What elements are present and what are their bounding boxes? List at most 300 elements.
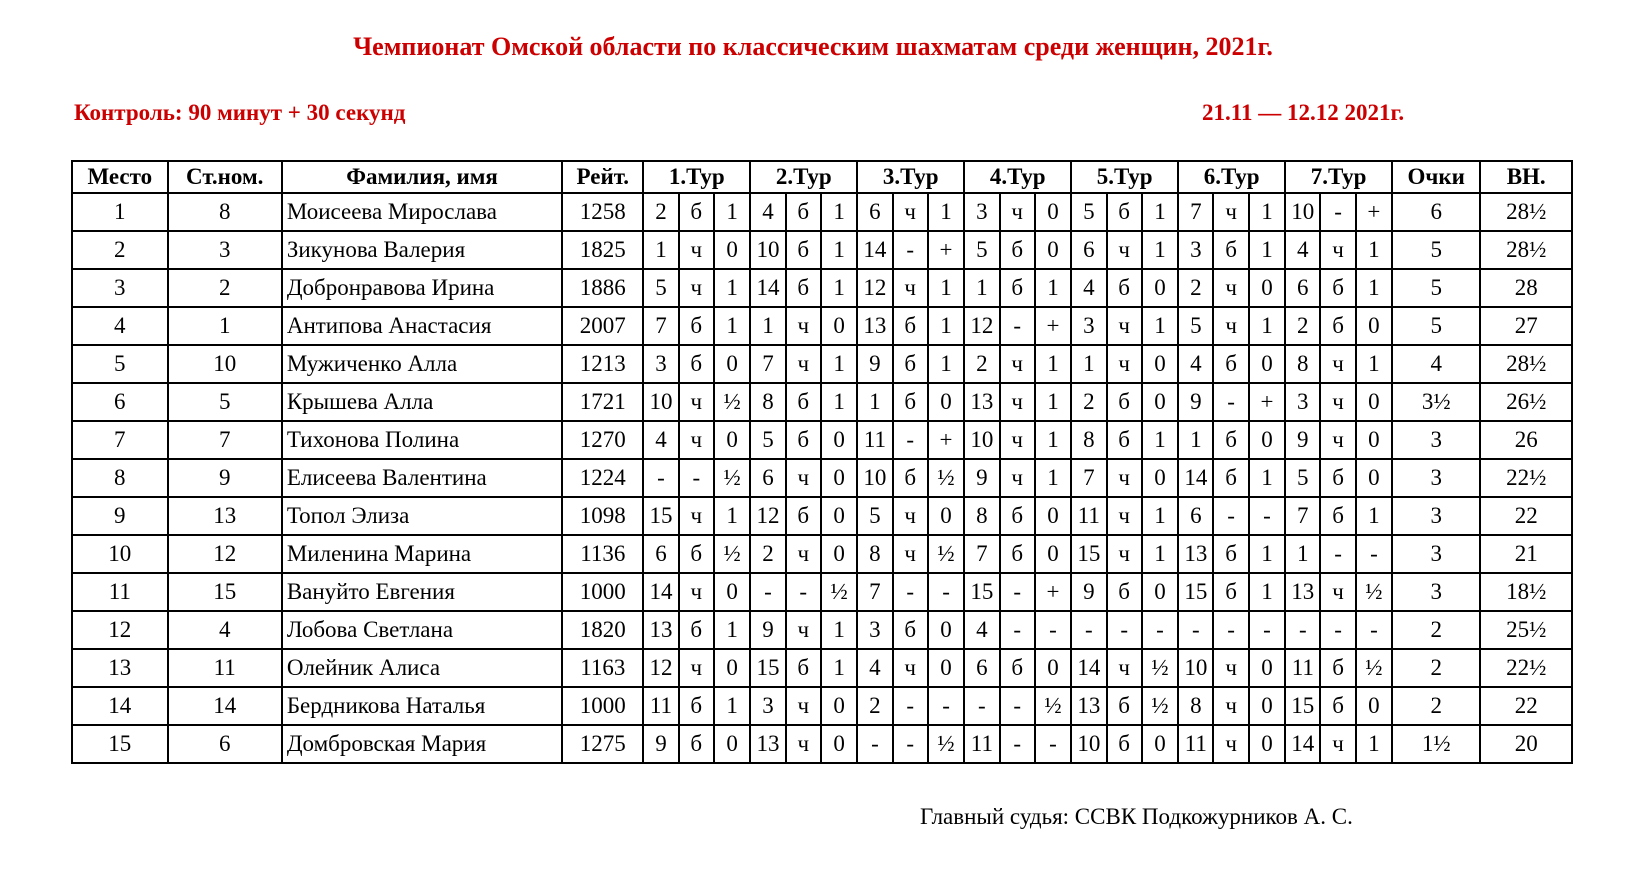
tiebreak-cell: 21 [1480,535,1572,573]
header-round-7: 7.Тур [1285,161,1392,193]
player-name-cell: Миленина Марина [282,535,562,573]
header-name: Фамилия, имя [282,161,562,193]
round-opponent-cell: 3 [1285,383,1320,421]
round-color-cell: ч [786,345,821,383]
round-opponent-cell: 11 [857,421,892,459]
points-cell: 4 [1392,345,1480,383]
round-color-cell: - [1000,687,1035,725]
round-result-cell: - [1035,611,1071,649]
place-cell: 2 [72,231,168,269]
round-result-cell: 0 [928,497,964,535]
player-name-cell: Тихонова Полина [282,421,562,459]
round-result-cell: 1 [1249,307,1285,345]
round-color-cell: ч [786,535,821,573]
round-result-cell: 1 [1035,269,1071,307]
rating-cell: 1270 [562,421,643,459]
start-number-cell: 3 [168,231,282,269]
place-cell: 14 [72,687,168,725]
round-result-cell: 0 [1249,687,1285,725]
round-result-cell: 0 [1035,193,1071,231]
round-opponent-cell: 7 [857,573,892,611]
round-opponent-cell: 2 [643,193,678,231]
place-cell: 6 [72,383,168,421]
round-color-cell: б [1213,345,1248,383]
round-opponent-cell: - [750,573,785,611]
round-result-cell: + [1035,573,1071,611]
round-color-cell: ч [1320,345,1355,383]
round-result-cell: 1 [1142,421,1178,459]
round-opponent-cell: 3 [857,611,892,649]
round-opponent-cell: 14 [643,573,678,611]
round-opponent-cell: 10 [857,459,892,497]
rating-cell: 1825 [562,231,643,269]
round-opponent-cell: 15 [750,649,785,687]
points-cell: 5 [1392,269,1480,307]
round-color-cell: ч [1000,193,1035,231]
round-result-cell: 0 [1356,421,1392,459]
round-result-cell: 0 [1035,649,1071,687]
round-opponent-cell: 4 [964,611,999,649]
header-round-1: 1.Тур [643,161,750,193]
round-opponent-cell: 10 [1071,725,1106,763]
round-result-cell: 0 [1249,345,1285,383]
round-result-cell: 1 [1356,269,1392,307]
round-result-cell: ½ [928,725,964,763]
tiebreak-cell: 20 [1480,725,1572,763]
round-color-cell: - [1000,611,1035,649]
round-color-cell: - [679,459,714,497]
round-opponent-cell: 11 [1071,497,1106,535]
start-number-cell: 1 [168,307,282,345]
round-color-cell: б [679,687,714,725]
round-color-cell: б [1213,459,1248,497]
round-color-cell: ч [1213,649,1248,687]
points-cell: 3 [1392,421,1480,459]
round-color-cell: ч [1320,421,1355,459]
header-rating: Рейт. [562,161,643,193]
round-result-cell: ½ [821,573,857,611]
header-round-6: 6.Тур [1178,161,1285,193]
tiebreak-cell: 26½ [1480,383,1572,421]
round-opponent-cell: 9 [1071,573,1106,611]
round-color-cell: ч [1107,535,1142,573]
round-result-cell: 1 [821,649,857,687]
round-color-cell: ч [1000,383,1035,421]
round-opponent-cell: 6 [964,649,999,687]
round-color-cell: ч [679,649,714,687]
round-opponent-cell: 10 [643,383,678,421]
round-color-cell: - [1000,573,1035,611]
round-color-cell: б [1107,193,1142,231]
round-color-cell: б [1320,307,1355,345]
round-result-cell: 0 [821,687,857,725]
round-result-cell: 0 [1035,231,1071,269]
round-color-cell: б [786,421,821,459]
round-opponent-cell: 15 [1178,573,1213,611]
round-result-cell: 0 [1035,497,1071,535]
round-opponent-cell: 3 [964,193,999,231]
round-opponent-cell: 12 [643,649,678,687]
round-color-cell: - [1320,535,1355,573]
round-color-cell: б [1107,687,1142,725]
start-number-cell: 9 [168,459,282,497]
round-opponent-cell: 15 [1285,687,1320,725]
round-opponent-cell: 6 [1071,231,1106,269]
round-color-cell: ч [1000,421,1035,459]
round-color-cell: б [786,497,821,535]
round-color-cell: ч [1107,459,1142,497]
round-color-cell: ч [1320,383,1355,421]
round-result-cell: 1 [821,345,857,383]
points-cell: 3 [1392,459,1480,497]
place-cell: 8 [72,459,168,497]
round-opponent-cell: 8 [857,535,892,573]
round-result-cell: 0 [1249,649,1285,687]
round-opponent-cell: 9 [1285,421,1320,459]
round-opponent-cell: 8 [964,497,999,535]
round-opponent-cell: 1 [1178,421,1213,459]
round-result-cell: 1 [1249,231,1285,269]
points-cell: 3 [1392,573,1480,611]
round-opponent-cell: 6 [643,535,678,573]
round-opponent-cell: 5 [1178,307,1213,345]
player-name-cell: Бердникова Наталья [282,687,562,725]
place-cell: 3 [72,269,168,307]
round-color-cell: б [1320,497,1355,535]
header-round-3: 3.Тур [857,161,964,193]
round-color-cell: б [1213,231,1248,269]
round-opponent-cell: 5 [643,269,678,307]
rating-cell: 1163 [562,649,643,687]
round-color-cell: ч [786,307,821,345]
header-round-5: 5.Тур [1071,161,1178,193]
round-opponent-cell: 4 [1178,345,1213,383]
round-opponent-cell: 6 [1285,269,1320,307]
round-opponent-cell: 7 [1285,497,1320,535]
round-result-cell: - [928,687,964,725]
round-result-cell: 1 [1249,459,1285,497]
round-result-cell: 0 [1249,269,1285,307]
round-opponent-cell: 4 [750,193,785,231]
header-tiebreak: ВН. [1480,161,1572,193]
player-name-cell: Елисеева Валентина [282,459,562,497]
round-opponent-cell: 7 [1071,459,1106,497]
round-result-cell: 1 [821,269,857,307]
round-color-cell: - [1213,611,1248,649]
round-opponent-cell: - [1285,611,1320,649]
round-color-cell: ч [1107,497,1142,535]
round-opponent-cell: 15 [964,573,999,611]
table-row [72,725,1572,763]
round-color-cell: - [1107,611,1142,649]
round-color-cell: ч [786,725,821,763]
round-opponent-cell: 13 [1071,687,1106,725]
round-result-cell: 0 [928,611,964,649]
start-number-cell: 14 [168,687,282,725]
round-result-cell: 0 [714,231,750,269]
round-opponent-cell: 14 [1178,459,1213,497]
start-number-cell: 15 [168,573,282,611]
standings-table [71,160,1573,764]
player-name-cell: Мужиченко Алла [282,345,562,383]
round-color-cell: б [679,345,714,383]
round-result-cell: 1 [1249,573,1285,611]
round-result-cell: 0 [1142,345,1178,383]
round-color-cell: б [1107,421,1142,459]
round-color-cell: б [1000,269,1035,307]
table-row [72,573,1572,611]
round-opponent-cell: 4 [643,421,678,459]
round-color-cell: ч [679,231,714,269]
round-color-cell: б [1000,535,1035,573]
round-result-cell: 0 [1142,383,1178,421]
round-color-cell: б [786,269,821,307]
round-opponent-cell: 4 [1285,231,1320,269]
round-color-cell: б [1320,459,1355,497]
round-opponent-cell: 11 [1285,649,1320,687]
header-points: Очки [1392,161,1480,193]
table-row [72,231,1572,269]
round-result-cell: - [1356,611,1392,649]
round-result-cell: 0 [821,725,857,763]
round-color-cell: - [1213,383,1248,421]
round-opponent-cell: 3 [1178,231,1213,269]
round-opponent-cell: - [857,725,892,763]
round-result-cell: - [1142,611,1178,649]
round-opponent-cell: 6 [1178,497,1213,535]
round-opponent-cell: 2 [1178,269,1213,307]
round-result-cell: 1 [714,307,750,345]
round-opponent-cell: 9 [1178,383,1213,421]
round-result-cell: 1 [1142,307,1178,345]
place-cell: 13 [72,649,168,687]
round-opponent-cell: 2 [964,345,999,383]
round-color-cell: б [1107,573,1142,611]
round-opponent-cell: 1 [643,231,678,269]
round-result-cell: 1 [1356,497,1392,535]
round-result-cell: ½ [1356,649,1392,687]
round-opponent-cell: 11 [1178,725,1213,763]
round-color-cell: - [1000,307,1035,345]
table-row [72,535,1572,573]
points-cell: 3 [1392,535,1480,573]
round-result-cell: + [1249,383,1285,421]
round-color-cell: ч [893,269,928,307]
points-cell: 5 [1392,231,1480,269]
place-cell: 4 [72,307,168,345]
round-result-cell: 0 [1142,269,1178,307]
round-result-cell: 0 [714,725,750,763]
start-number-cell: 5 [168,383,282,421]
round-result-cell: 1 [1035,345,1071,383]
round-result-cell: 0 [821,497,857,535]
round-color-cell: б [679,193,714,231]
round-opponent-cell: 1 [857,383,892,421]
place-cell: 9 [72,497,168,535]
round-opponent-cell: 7 [1178,193,1213,231]
round-color-cell: б [893,611,928,649]
round-opponent-cell: 9 [857,345,892,383]
round-result-cell: 1 [821,231,857,269]
table-row [72,459,1572,497]
round-color-cell: - [1000,725,1035,763]
round-color-cell: б [1107,269,1142,307]
round-result-cell: 1 [714,497,750,535]
round-result-cell: ½ [714,459,750,497]
round-opponent-cell: 15 [643,497,678,535]
round-result-cell: 0 [714,573,750,611]
round-result-cell: - [1249,497,1285,535]
round-opponent-cell: 9 [964,459,999,497]
points-cell: 2 [1392,649,1480,687]
round-opponent-cell: 2 [1071,383,1106,421]
table-row [72,269,1572,307]
place-cell: 1 [72,193,168,231]
round-opponent-cell: 11 [643,687,678,725]
rating-cell: 1820 [562,611,643,649]
round-opponent-cell: 11 [964,725,999,763]
round-opponent-cell: 5 [1285,459,1320,497]
round-result-cell: 0 [714,345,750,383]
standings-body [72,193,1572,763]
round-color-cell: ч [893,649,928,687]
points-cell: 2 [1392,611,1480,649]
round-opponent-cell: 13 [750,725,785,763]
player-name-cell: Вануйто Евгения [282,573,562,611]
round-color-cell: б [786,383,821,421]
place-cell: 15 [72,725,168,763]
round-color-cell: - [893,421,928,459]
place-cell: 10 [72,535,168,573]
round-opponent-cell: 3 [750,687,785,725]
round-opponent-cell: 5 [750,421,785,459]
round-result-cell: ½ [714,535,750,573]
round-result-cell: 0 [1142,459,1178,497]
round-color-cell: б [893,345,928,383]
round-opponent-cell: 9 [750,611,785,649]
round-result-cell: 0 [1142,725,1178,763]
round-color-cell: ч [679,573,714,611]
round-color-cell: б [1107,725,1142,763]
round-result-cell: 1 [928,345,964,383]
rating-cell: 1098 [562,497,643,535]
round-opponent-cell: 8 [1285,345,1320,383]
chief-judge: Главный судья: ССВК Подкожурников А. С. [920,804,1353,829]
round-color-cell: б [1000,231,1035,269]
place-cell: 11 [72,573,168,611]
round-opponent-cell: 2 [1285,307,1320,345]
player-name-cell: Лобова Светлана [282,611,562,649]
round-result-cell: 0 [1356,383,1392,421]
round-color-cell: б [1320,269,1355,307]
round-opponent-cell: 8 [750,383,785,421]
round-result-cell: - [928,573,964,611]
round-result-cell: 0 [928,383,964,421]
round-opponent-cell: 8 [1071,421,1106,459]
round-result-cell: 0 [821,307,857,345]
round-opponent-cell: 12 [750,497,785,535]
rating-cell: 1213 [562,345,643,383]
round-color-cell: ч [893,497,928,535]
tiebreak-cell: 26 [1480,421,1572,459]
round-color-cell: ч [1213,269,1248,307]
start-number-cell: 7 [168,421,282,459]
round-opponent-cell: 13 [857,307,892,345]
round-opponent-cell: 13 [1285,573,1320,611]
round-opponent-cell: 12 [964,307,999,345]
round-opponent-cell: 10 [1178,649,1213,687]
player-name-cell: Домбровская Мария [282,725,562,763]
round-opponent-cell: 1 [1285,535,1320,573]
round-color-cell: ч [1107,231,1142,269]
round-color-cell: б [679,307,714,345]
table-row [72,421,1572,459]
round-color-cell: - [893,573,928,611]
round-color-cell: ч [786,611,821,649]
round-opponent-cell: 7 [964,535,999,573]
round-color-cell: ч [1000,345,1035,383]
round-result-cell: - [1356,535,1392,573]
round-result-cell: 1 [1142,497,1178,535]
tiebreak-cell: 18½ [1480,573,1572,611]
round-result-cell: + [1035,307,1071,345]
round-result-cell: 1 [1035,383,1071,421]
header-row [72,161,1572,193]
round-result-cell: 1 [1249,193,1285,231]
round-color-cell: ч [1107,345,1142,383]
round-color-cell: ч [893,193,928,231]
round-result-cell: 1 [714,269,750,307]
points-cell: 6 [1392,193,1480,231]
round-opponent-cell: 5 [964,231,999,269]
round-result-cell: ½ [928,535,964,573]
round-color-cell: ч [1213,725,1248,763]
round-result-cell: 1 [1142,193,1178,231]
round-color-cell: ч [786,687,821,725]
points-cell: 2 [1392,687,1480,725]
round-color-cell: б [679,611,714,649]
round-opponent-cell: 8 [1178,687,1213,725]
round-opponent-cell: 4 [857,649,892,687]
points-cell: 5 [1392,307,1480,345]
rating-cell: 1224 [562,459,643,497]
rating-cell: 1000 [562,687,643,725]
round-opponent-cell: 13 [1178,535,1213,573]
round-result-cell: 0 [1356,687,1392,725]
table-row [72,687,1572,725]
player-name-cell: Олейник Алиса [282,649,562,687]
round-opponent-cell: 14 [857,231,892,269]
time-control: Контроль: 90 минут + 30 секунд [74,100,406,125]
round-color-cell: - [1213,497,1248,535]
round-opponent-cell: 4 [1071,269,1106,307]
round-color-cell: - [893,687,928,725]
round-opponent-cell: - [964,687,999,725]
round-result-cell: 1 [1356,345,1392,383]
round-opponent-cell: 7 [643,307,678,345]
round-result-cell: + [1356,193,1392,231]
round-color-cell: б [679,535,714,573]
round-color-cell: ч [1320,231,1355,269]
round-opponent-cell: 13 [643,611,678,649]
round-opponent-cell: 12 [857,269,892,307]
rating-cell: 1258 [562,193,643,231]
round-opponent-cell: 13 [964,383,999,421]
round-color-cell: ч [1320,725,1355,763]
round-result-cell: ½ [1142,649,1178,687]
round-result-cell: 1 [821,383,857,421]
place-cell: 7 [72,421,168,459]
